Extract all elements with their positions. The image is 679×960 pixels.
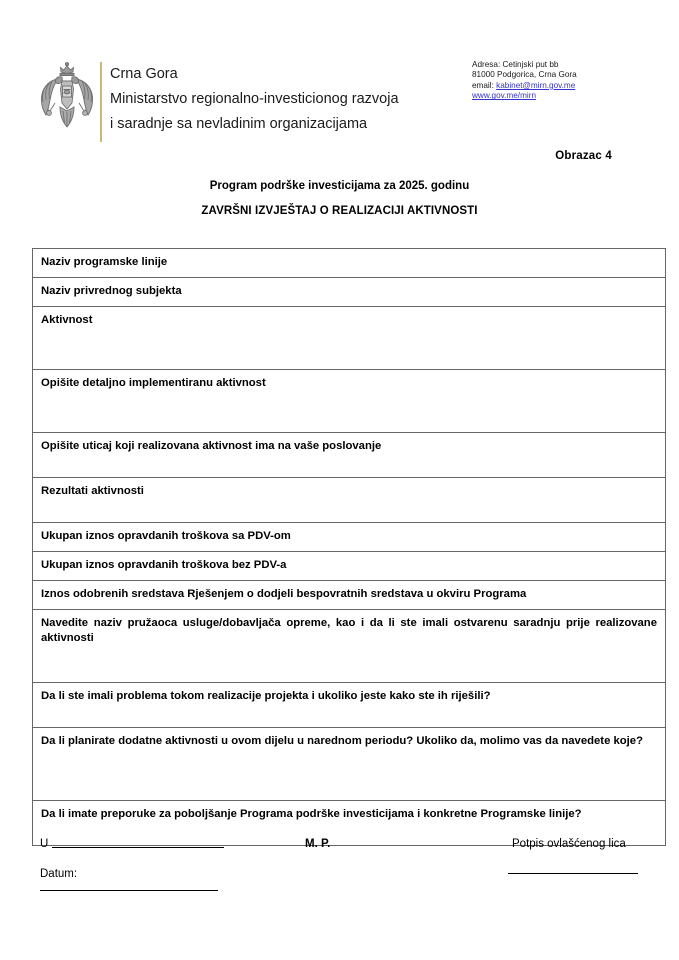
address-city: 81000 Podgorica, Crna Gora: [472, 70, 577, 80]
form-field-label[interactable]: Ukupan iznos opravdanih troškova sa PDV-om: [33, 523, 666, 552]
website-link[interactable]: www.gov.me/mirn: [472, 91, 536, 101]
email-link[interactable]: kabinet@mirn.gov.me: [496, 80, 576, 90]
signature-blank-line[interactable]: [508, 873, 638, 874]
document-header: [0, 0, 679, 150]
table-row: [33, 478, 666, 523]
document-footer: [0, 828, 679, 928]
table-row: [33, 683, 666, 728]
address-street: Adresa: Cetinjski put bb: [472, 60, 559, 69]
table-row: [33, 370, 666, 433]
form-code-label: Obrazac 4: [555, 150, 612, 162]
place-field: [40, 838, 224, 850]
report-form-table-body: [33, 249, 666, 846]
date-label: Datum:: [40, 868, 78, 880]
report-title: ZAVRŠNI IZVJEŠTAJ O REALIZACIJI AKTIVNOSTI: [201, 205, 478, 217]
form-field-label[interactable]: Da li planirate dodatne aktivnosti u ovom dijelu u narednom periodu? Ukoliko da, molimo vas da navedete koje?: [33, 728, 666, 801]
form-field-label[interactable]: Opišite detaljno implementiranu aktivnost: [33, 370, 666, 433]
place-label: U: [40, 838, 49, 850]
ministry-name-line-1: Ministarstvo regionalno-investicionog razvoja: [110, 91, 399, 107]
table-row: [33, 307, 666, 370]
table-row: [33, 278, 666, 307]
form-field-label[interactable]: Naziv programske linije: [33, 249, 666, 278]
address-email-line: [472, 81, 662, 91]
form-field-label[interactable]: Opišite uticaj koji realizovana aktivnost ima na vaše poslovanje: [33, 433, 666, 478]
signature-label: Potpis ovlašćenog lica: [512, 838, 626, 850]
program-title: Program podrške investicijama za 2025. godinu: [209, 180, 470, 192]
form-field-label[interactable]: Navedite naziv pružaoca usluge/dobavljača opreme, kao i da li ste imali ostvarenu saradnju prije realizovane aktivnosti: [33, 610, 666, 683]
report-form-table: [32, 248, 666, 846]
table-row: [33, 552, 666, 581]
form-field-label[interactable]: Da li ste imali problema tokom realizacije projekta i ukoliko jeste kako ste ih riješili?: [33, 683, 666, 728]
header-title-block: [110, 62, 460, 137]
table-row: [33, 728, 666, 801]
country-name: Crna Gora: [110, 66, 178, 82]
table-row: [33, 581, 666, 610]
form-field-label[interactable]: Ukupan iznos opravdanih troškova bez PDV-a: [33, 552, 666, 581]
form-field-label[interactable]: Da li imate preporuke za poboljšanje Programa podrške investicijama i konkretne Programske linije?: [33, 801, 666, 846]
ministry-address-block: [472, 60, 662, 102]
montenegro-coat-of-arms-icon: [36, 59, 98, 141]
stamp-label: M. P.: [305, 838, 331, 850]
table-row: [33, 523, 666, 552]
header-divider-rule: [100, 62, 102, 142]
place-blank-line[interactable]: [52, 847, 224, 848]
form-field-label[interactable]: Naziv privrednog subjekta: [33, 278, 666, 307]
date-blank-line[interactable]: [40, 890, 218, 891]
table-row: [33, 433, 666, 478]
ministry-name-line-2: i saradnje sa nevladinim organizacijama: [110, 116, 368, 132]
table-row: [33, 610, 666, 683]
form-field-label[interactable]: Rezultati aktivnosti: [33, 478, 666, 523]
address-website-line: [472, 91, 662, 101]
table-row: [33, 249, 666, 278]
form-field-label[interactable]: Iznos odobrenih sredstava Rješenjem o dodjeli bespovratnih sredstava u okviru Programa: [33, 581, 666, 610]
email-label: email:: [472, 80, 494, 90]
form-field-label[interactable]: Aktivnost: [33, 307, 666, 370]
